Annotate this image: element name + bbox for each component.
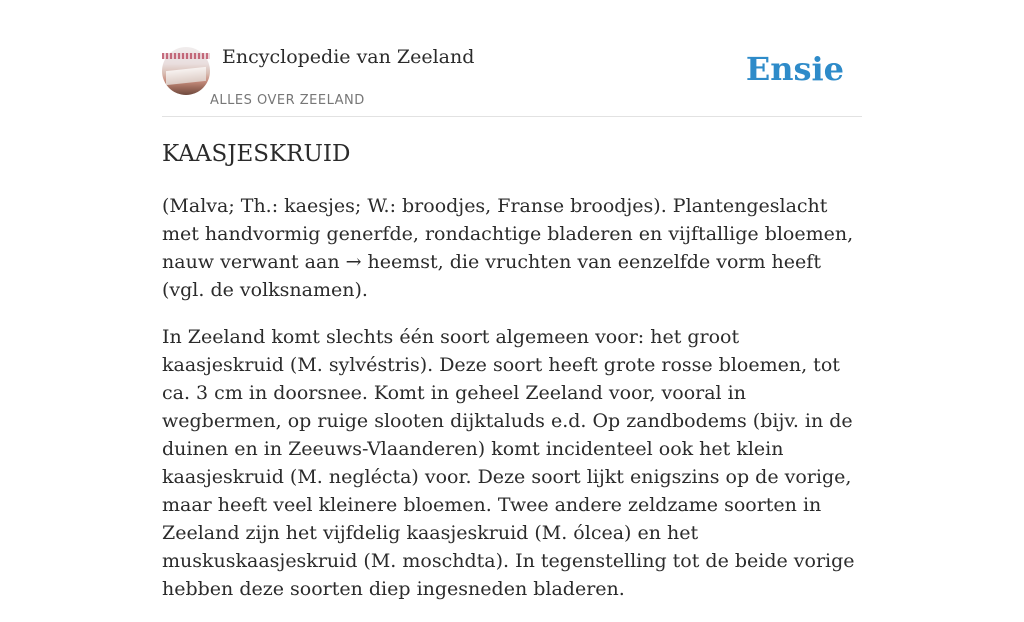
site-logo-avatar[interactable] [162, 47, 210, 95]
ensie-brand-logo[interactable]: Ensie [745, 50, 844, 88]
article-body [162, 192, 862, 622]
avatar-paper [166, 67, 206, 85]
article-paragraph-1: (Malva; Th.: kaesjes; W.: broodjes, Franse broodjes). Plantengeslacht met handvormig generfde, rondachtige bladeren en vijftallige bloemen, nauw verwant aan → heemst, die vruchten van eenzelfde vorm heeft (vgl. de volksnamen). [162, 195, 854, 301]
page [162, 0, 862, 600]
site-tagline: ALLES OVER ZEELAND [210, 93, 365, 108]
article-paragraph-2: In Zeeland komt slechts één soort algemeen voor: het groot kaasjeskruid (M. sylvéstris). Deze soort heeft grote rosse bloemen, tot ca. 3 cm in doorsnee. Komt in geheel Zeeland voor, vooral in wegbermen, op ruige slooten dijktaluds e.d. Op zandbodems (bijv. in de duinen en in Zeeuws-Vlaanderen) komt incidenteel ook het klein kaasjeskruid (M. neglécta) voor. Deze soort lijkt enigszins op de vorige, maar heeft veel kleinere bloemen. Twee andere zeldzame soorten in Zeeland zijn het vijfdelig kaasjeskruid (M. ólcea) en het muskuskaasjeskruid (M. moschdta). In tegenstelling tot de beide vorige hebben deze soorten diep ingesneden bladeren. [162, 326, 855, 600]
site-title[interactable]: Encyclopedie van Zeeland [222, 46, 475, 68]
article-title: KAASJESKRUID [162, 141, 351, 167]
avatar-decoration [162, 53, 210, 59]
site-header [162, 0, 862, 117]
